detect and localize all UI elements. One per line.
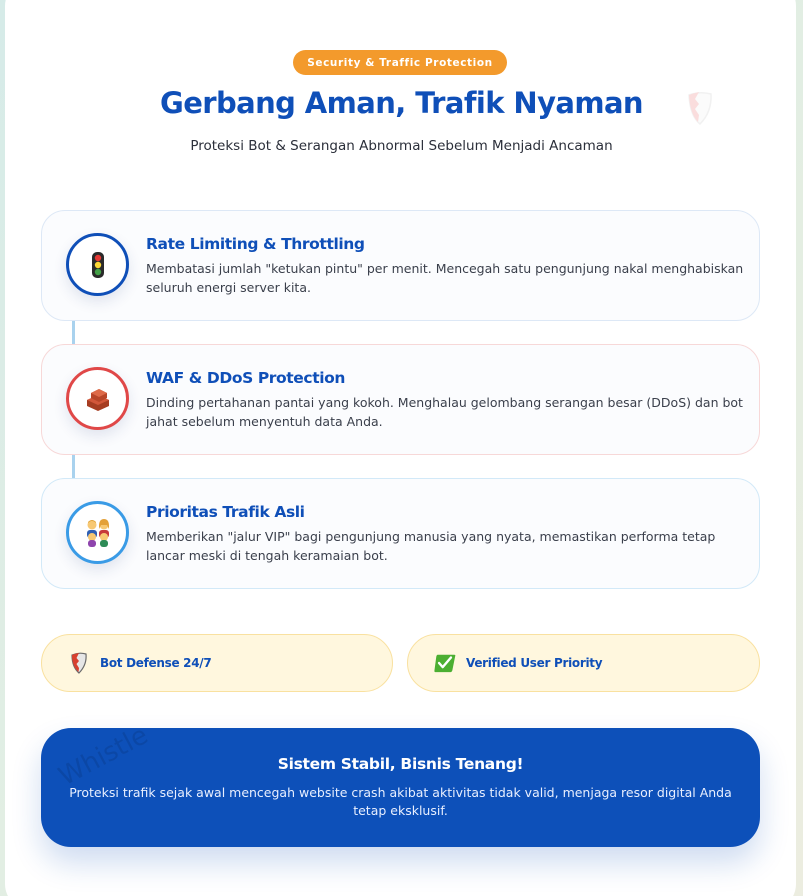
feature-card-real-traffic: [41, 478, 760, 589]
check-mark-icon: [434, 652, 456, 674]
cta-description: Proteksi trafik sejak awal mencegah website crash akibat aktivitas tidak valid, menjaga resor digital Anda tetap eksklusif.: [69, 785, 732, 818]
category-badge: Security & Traffic Protection: [293, 50, 507, 75]
pill-label: Bot Defense 24/7: [100, 656, 212, 670]
brick-wall-icon: [66, 367, 129, 430]
pill-verified-user: [407, 634, 760, 692]
feature-title: Rate Limiting & Throttling: [146, 235, 365, 253]
feature-card-rate-limiting: [41, 210, 760, 321]
feature-description: Memberikan "jalur VIP" bagi pengunjung manusia yang nyata, memastikan performa tetap lancar meski di tengah keramaian bot.: [146, 529, 716, 563]
timeline-connector: [72, 320, 75, 345]
traffic-light-icon: [66, 233, 129, 296]
pill-label: Verified User Priority: [466, 656, 603, 670]
feature-description: Dinding pertahanan pantai yang kokoh. Menghalau gelombang serangan besar (DDoS) dan bot jahat sebelum menyentuh data Anda.: [146, 395, 743, 429]
pill-bot-defense: [41, 634, 393, 692]
page-subtitle: Proteksi Bot & Serangan Abnormal Sebelum Menjadi Ancaman: [190, 138, 613, 154]
feature-title: Prioritas Trafik Asli: [146, 503, 305, 521]
feature-description: Membatasi jumlah "ketukan pintu" per menit. Mencegah satu pengunjung nakal menghabiskan seluruh energi server kita.: [146, 261, 744, 295]
cta-title: Sistem Stabil, Bisnis Tenang!: [277, 755, 524, 773]
shield-icon: [68, 652, 90, 674]
page-title: Gerbang Aman, Trafik Nyaman: [160, 86, 643, 120]
feature-title: WAF & DDoS Protection: [146, 369, 346, 387]
timeline-connector: [72, 454, 75, 479]
cta-banner: [41, 728, 760, 847]
feature-card-waf-ddos: [41, 344, 760, 455]
family-icon: [66, 501, 129, 564]
shield-icon: [686, 90, 714, 126]
